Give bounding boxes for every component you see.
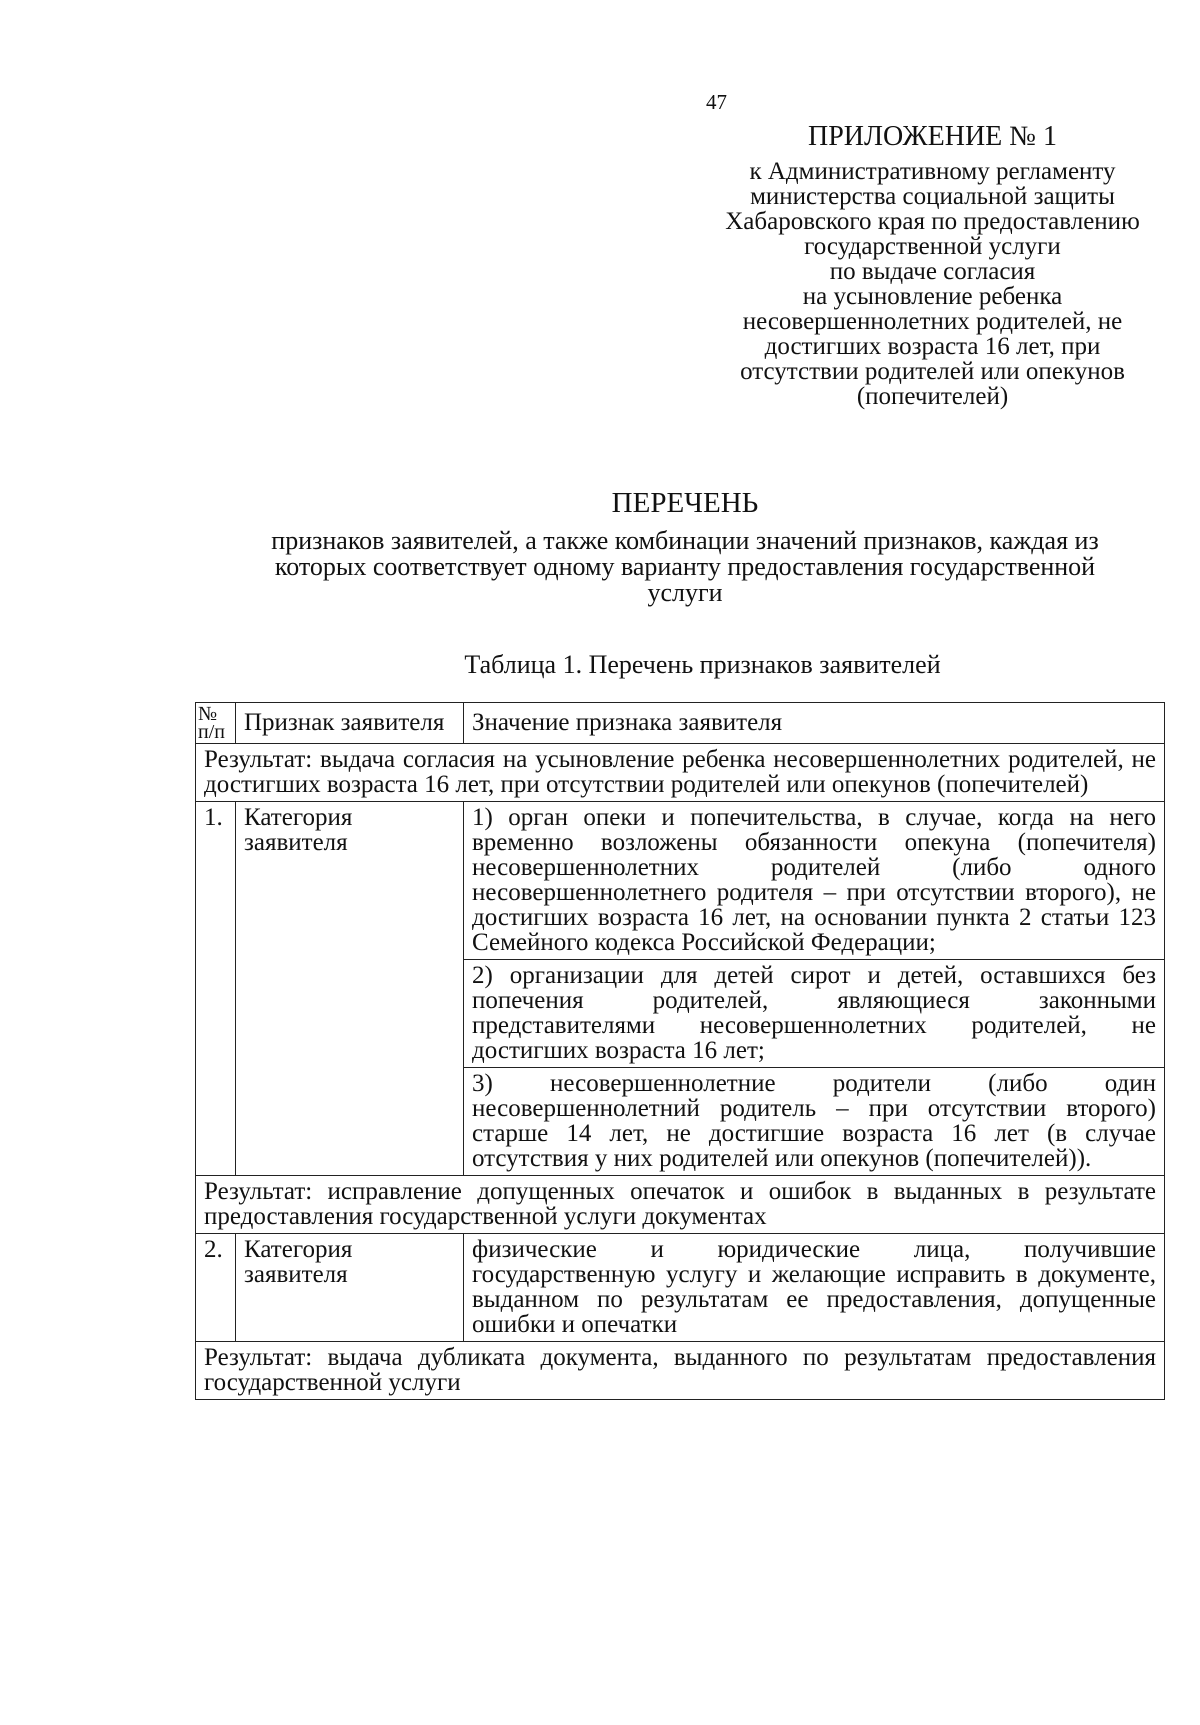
appendix-line: к Административному регламенту [749,158,1116,185]
result-1: Результат: выдача согласия на усыновление ребенка несовершеннолетних родителей, не достигших возраста 16 лет, при отсутствии родителей или опекунов (попечителей) [196,744,1165,802]
document-heading [190,487,1180,607]
header-sign: Признак заявителя [236,703,464,744]
table-row [196,1234,1165,1342]
appendix-line: по выдаче согласия [829,258,1036,285]
appendix-line: министерства социальной защиты [750,183,1115,210]
table-row [196,802,1165,960]
header-num [196,703,236,744]
table-caption: Таблица 1. Перечень признаков заявителей [464,650,941,679]
header-num-abbr: п/п [198,721,225,743]
result-row [196,1176,1165,1234]
criteria-table [195,702,1165,1400]
heading-line: услуги [647,578,723,607]
appendix-line: государственной услуги [804,233,1061,260]
appendix-line: несовершеннолетних родителей, не [742,308,1123,335]
appendix-line: на усыновление ребенка [802,283,1063,310]
row-1-num: 1. [196,802,236,1176]
row-1-value-3: 3) несовершеннолетние родители (либо один несовершеннолетний родитель – при отсутствии второго) старше 14 лет, не достигшие возраста 16 лет (в случае отсутствия у них родителей или опекунов (попечителей)). [464,1068,1165,1176]
appendix-line: достигших возраста 16 лет, при [764,333,1101,360]
appendix-line: Хабаровского края по предоставлению [725,208,1140,235]
page-number: 47 [706,90,727,114]
row-2-sign: Категория заявителя [236,1234,464,1342]
row-1-sign: Категория заявителя [236,802,464,1176]
heading-title: ПЕРЕЧЕНЬ [611,487,759,519]
appendix-title: ПРИЛОЖЕНИЕ № 1 [808,121,1057,152]
result-row [196,1342,1165,1400]
table-header-row [196,703,1165,744]
heading-line: которых соответствует одному варианту предоставления государственной [274,552,1096,581]
result-3: Результат: выдача дубликата документа, выданного по результатам предоставления государственной услуги [196,1342,1165,1400]
appendix-block [680,121,1185,410]
result-2: Результат: исправление допущенных опечаток и ошибок в выданных в результате предоставления государственной услуги документах [196,1176,1165,1234]
row-1-value-2: 2) организации для детей сирот и детей, оставшихся без попечения родителей, являющиеся законными представителями несовершеннолетних родителей, не достигших возраста 16 лет; [464,960,1165,1068]
header-value: Значение признака заявителя [464,703,1165,744]
appendix-line: отсутствии родителей или опекунов [740,358,1125,385]
heading-line: признаков заявителей, а также комбинации значений признаков, каждая из [271,526,1099,555]
row-1-value-1: 1) орган опеки и попечительства, в случае, когда на него временно возложены обязанности опекуна (попечителя) несовершеннолетних родителей (либо одного несовершеннолетнего родителя – при отсутствии второго), не достигших возраста 16 лет, на основании пункта 2 статьи 123 Семейного кодекса Российской Федерации; [464,802,1165,960]
header-num-symbol: № [198,703,218,725]
row-2-num: 2. [196,1234,236,1342]
appendix-line: (попечителей) [856,383,1009,410]
result-row [196,744,1165,802]
row-2-value: физические и юридические лица, получившие государственную услугу и желающие исправить в документе, выданном по результатам ее предоставления, допущенные ошибки и опечатки [464,1234,1165,1342]
